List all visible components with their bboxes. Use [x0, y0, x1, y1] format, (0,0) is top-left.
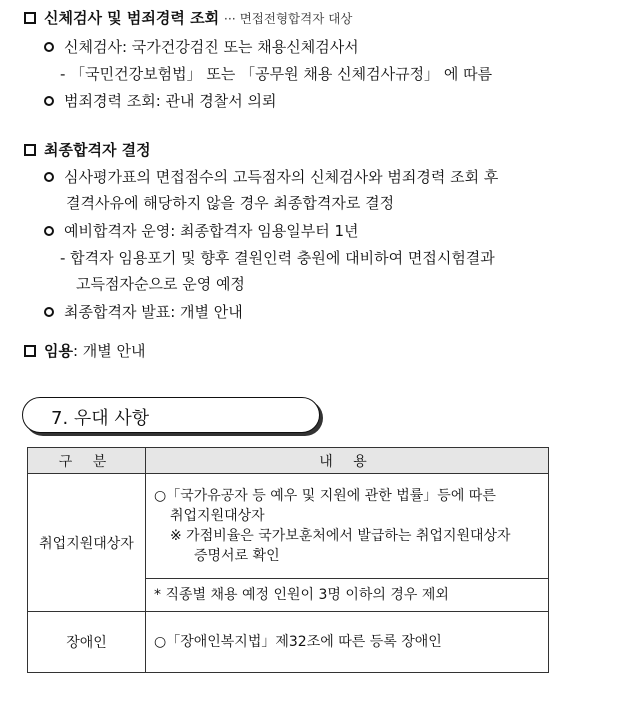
list-item-continuation: 결격사유에 해당하지 않을 경우 최종합격자로 결정 [66, 194, 395, 212]
circle-bullet-icon [44, 226, 54, 236]
content-line: ○「국가유공자 등 예우 및 지원에 관한 법률」등에 따른 [154, 488, 496, 504]
content-line: ※ 가점비율은 국가보훈처에서 발급하는 취업지원대상자 [170, 528, 511, 544]
table-row [28, 474, 549, 579]
preference-table [27, 447, 549, 673]
section-7-header [22, 397, 320, 433]
square-bullet-icon [24, 12, 36, 24]
table-row [28, 612, 549, 673]
list-subitem: - 「국민건강보험법」 또는 「공무원 채용 신체검사규정」 에 따름 [60, 65, 493, 83]
square-bullet-icon [24, 144, 36, 156]
list-item-text: 범죄경력 조회: 관내 경찰서 의뢰 [64, 92, 277, 110]
square-bullet-icon [24, 345, 36, 357]
list-item-text: 심사평가표의 면접점수의 고득점자의 신체검사와 범죄경력 조회 후 [64, 168, 499, 186]
table-header-content: 내 용 [146, 448, 549, 474]
content-line: 취업지원대상자 [170, 508, 265, 524]
row-note: * 직종별 채용 예정 인원이 3명 이하의 경우 제외 [146, 579, 549, 612]
list-subitem: - 합격자 임용포기 및 향후 결원인력 충원에 대비하여 면접시험결과 [60, 249, 495, 267]
list-item [44, 91, 277, 111]
section-title: 최종합격자 결정 [44, 141, 151, 159]
list-item [44, 37, 359, 57]
row-content: ○「장애인복지법」제32조에 따른 등록 장애인 [146, 612, 549, 673]
section-note: ··· 면접전형합격자 대상 [223, 11, 353, 26]
section-title: 임용 [44, 342, 73, 360]
section-header-physical-exam [24, 8, 352, 29]
circle-bullet-icon [44, 307, 54, 317]
row-label-employment-support: 취업지원대상자 [28, 474, 146, 612]
circle-bullet-icon [44, 96, 54, 106]
content-line: 증명서로 확인 [194, 548, 280, 564]
section-header-final-selection [24, 140, 151, 160]
section-7-title: 7. 우대 사항 [51, 408, 150, 429]
table-header-category: 구 분 [28, 448, 146, 474]
list-item-text: 최종합격자 발표: 개별 안내 [64, 303, 243, 321]
list-item [44, 302, 243, 322]
section-title: 신체검사 및 범죄경력 조회 [44, 9, 220, 27]
circle-bullet-icon [44, 42, 54, 52]
list-item-text: 예비합격자 운영: 최종합격자 임용일부터 1년 [64, 222, 359, 240]
circle-bullet-icon [44, 172, 54, 182]
section-text: : 개별 안내 [72, 342, 146, 360]
row-content [146, 474, 549, 579]
list-subitem-continuation: 고득점자순으로 운영 예정 [76, 275, 245, 293]
table-header-row [28, 448, 549, 474]
list-item [44, 221, 359, 241]
list-item-text: 신체검사: 국가건강검진 또는 채용신체검사서 [64, 38, 359, 56]
row-label-disabled: 장애인 [28, 612, 146, 673]
section-header-appointment [24, 341, 146, 361]
list-item [44, 167, 498, 187]
